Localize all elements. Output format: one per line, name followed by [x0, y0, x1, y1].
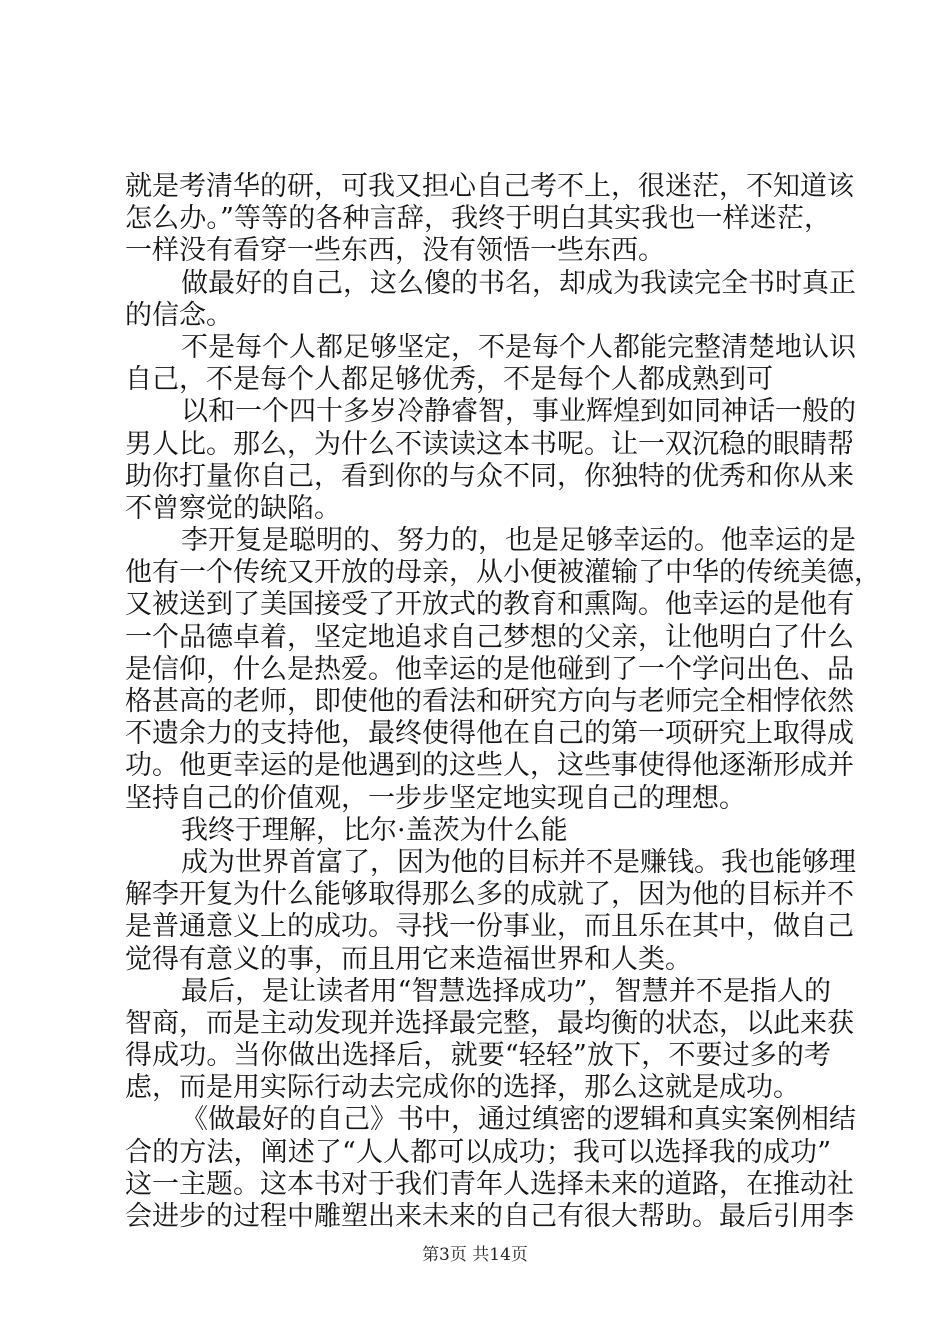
- text-line: 是普通意义上的成功。寻找一份事业，而且乐在其中，做自己: [125, 911, 854, 943]
- text-line: 觉得有意义的事，而且用它来造福世界和人类。: [125, 943, 692, 975]
- text-line: 最后，是让读者用“智慧选择成功”，智慧并不是指人的: [181, 975, 831, 1007]
- text-line: 是信仰，什么是热爱。他幸运的是他碰到了一个学问出色、品: [125, 653, 854, 685]
- text-line: 怎么办。”等等的各种言辞，我终于明白其实我也一样迷茫，: [125, 203, 831, 235]
- text-line: 解李开复为什么能够取得那么多的成就了，因为他的目标并不: [125, 879, 854, 911]
- text-line: 一个品德卓着，坚定地追求自己梦想的父亲，让他明白了什么: [125, 621, 854, 653]
- text-line: 这一主题。这本书对于我们青年人选择未来的道路，在推动社: [125, 1168, 854, 1200]
- text-line: 我终于理解，比尔·盖茨为什么能: [181, 814, 568, 846]
- text-line: 坚持自己的价值观，一步步坚定地实现自己的理想。: [125, 782, 746, 814]
- page-number-footer: 第3页 共14页: [422, 1245, 528, 1265]
- text-line: 就是考清华的研，可我又担心自己考不上，很迷茫，不知道该: [125, 171, 854, 202]
- text-line: 以和一个四十多岁冷静睿智，事业辉煌到如同神话一般的: [181, 396, 856, 428]
- text-line: 功。他更幸运的是他遇到的这些人，这些事使得他逐渐形成并: [125, 750, 854, 782]
- body-text: [125, 171, 881, 1233]
- text-line: 自己，不是每个人都足够优秀，不是每个人都成熟到可: [125, 364, 773, 396]
- text-line: 不曾察觉的缺陷。: [125, 492, 341, 524]
- text-line: 他有一个传统又开放的母亲，从小便被灌输了中华的传统美德，: [125, 557, 881, 589]
- text-line: 助你打量你自己，看到你的与众不同，你独特的优秀和你从来: [125, 460, 854, 492]
- text-line: 虑，而是用实际行动去完成你的选择，那么这就是成功。: [125, 1072, 800, 1104]
- text-line: 智商，而是主动发现并选择最完整，最均衡的状态，以此来获: [125, 1007, 854, 1039]
- text-line: 的信念。: [125, 299, 233, 331]
- text-line: 做最好的自己，这么傻的书名，却成为我读完全书时真正: [181, 267, 856, 299]
- text-line: 《做最好的自己》书中，通过缜密的逻辑和真实案例相结: [181, 1104, 856, 1136]
- text-line: 又被送到了美国接受了开放式的教育和熏陶。他幸运的是他有: [125, 589, 854, 621]
- text-line: 合的方法，阐述了“人人都可以成功；我可以选择我的成功”: [125, 1136, 831, 1168]
- text-line: 格甚高的老师，即使他的看法和研究方向与老师完全相悖依然: [125, 686, 854, 717]
- text-line: 李开复是聪明的、努力的，也是足够幸运的。他幸运的是: [181, 525, 856, 557]
- text-line: 不遗余力的支持他，最终使得他在自己的第一项研究上取得成: [125, 718, 854, 750]
- text-line: 一样没有看穿一些东西，没有领悟一些东西。: [125, 235, 665, 267]
- text-line: 得成功。当你做出选择后，就要“轻轻”放下，不要过多的考: [125, 1040, 831, 1072]
- text-line: 不是每个人都足够坚定，不是每个人都能完整清楚地认识: [181, 331, 856, 363]
- text-line: 男人比。那么，为什么不读读这本书呢。让一双沉稳的眼睛帮: [125, 428, 854, 460]
- text-line: 会进步的过程中雕塑出来未来的自己有很大帮助。最后引用李: [125, 1201, 854, 1232]
- text-line: 成为世界首富了，因为他的目标并不是赚钱。我也能够理: [181, 846, 856, 878]
